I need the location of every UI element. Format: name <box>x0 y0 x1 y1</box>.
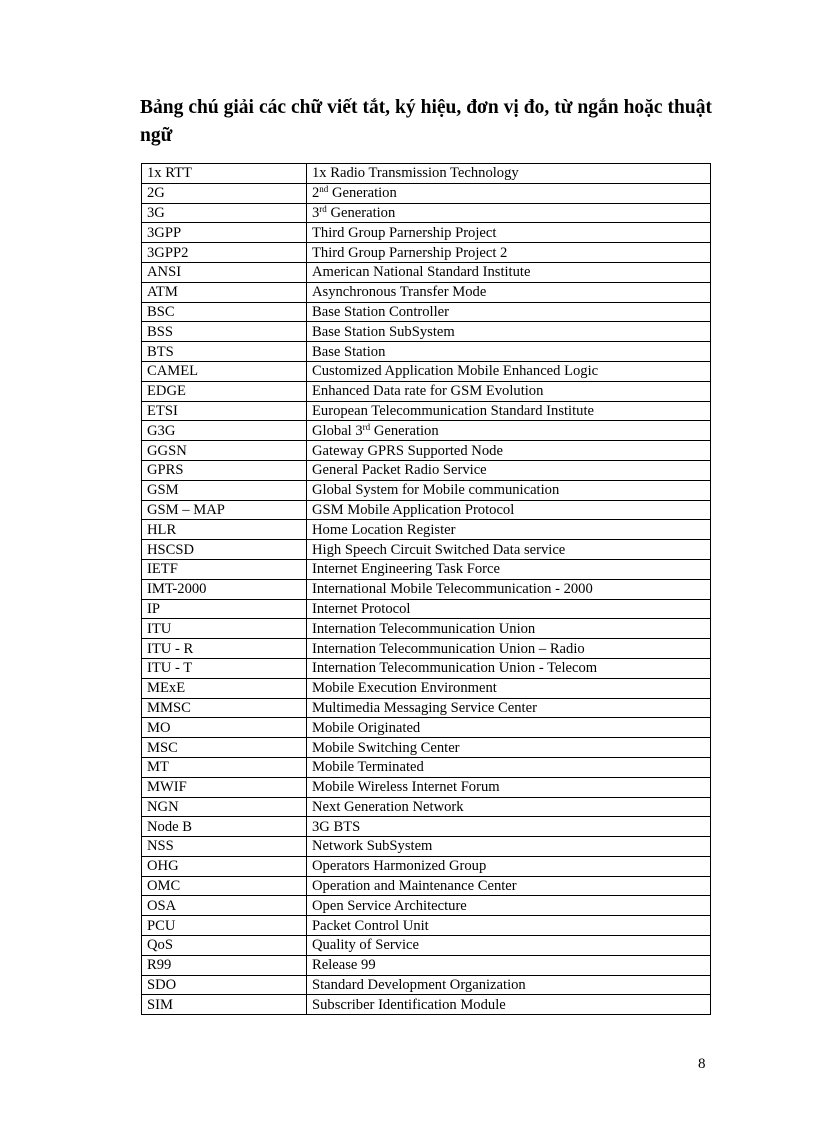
definition-cell: GSM Mobile Application Protocol <box>307 500 711 520</box>
abbreviation-cell: ATM <box>142 282 307 302</box>
definition-cell: Internation Telecommunication Union – Radio <box>307 639 711 659</box>
definition-cell: Asynchronous Transfer Mode <box>307 282 711 302</box>
abbreviation-cell: GSM <box>142 480 307 500</box>
definition-cell: Subscriber Identification Module <box>307 995 711 1015</box>
abbreviation-table-body <box>142 164 711 1015</box>
abbreviation-cell: HLR <box>142 520 307 540</box>
abbreviation-table <box>141 163 711 1015</box>
definition-cell: Base Station Controller <box>307 302 711 322</box>
table-row <box>142 223 711 243</box>
table-row <box>142 183 711 203</box>
table-row <box>142 916 711 936</box>
definition-cell: General Packet Radio Service <box>307 460 711 480</box>
definition-cell <box>307 183 711 203</box>
definition-cell: Mobile Wireless Internet Forum <box>307 777 711 797</box>
definition-text: Generation <box>328 185 397 202</box>
definition-cell: Customized Application Mobile Enhanced Logic <box>307 361 711 381</box>
definition-cell: Gateway GPRS Supported Node <box>307 441 711 461</box>
abbreviation-cell: GPRS <box>142 460 307 480</box>
definition-cell: Home Location Register <box>307 520 711 540</box>
table-row <box>142 777 711 797</box>
page-number: 8 <box>698 1056 706 1072</box>
definition-cell: Global System for Mobile communication <box>307 480 711 500</box>
abbreviation-cell: MWIF <box>142 777 307 797</box>
definition-cell: Mobile Execution Environment <box>307 678 711 698</box>
definition-cell: Network SubSystem <box>307 837 711 857</box>
definition-cell: International Mobile Telecommunication - 2000 <box>307 579 711 599</box>
table-row <box>142 599 711 619</box>
definition-cell: Mobile Originated <box>307 718 711 738</box>
definition-cell: Open Service Architecture <box>307 896 711 916</box>
definition-cell: Enhanced Data rate for GSM Evolution <box>307 381 711 401</box>
table-row <box>142 738 711 758</box>
definition-cell: Release 99 <box>307 955 711 975</box>
definition-text: Generation <box>326 204 396 221</box>
abbreviation-cell: BTS <box>142 342 307 362</box>
abbreviation-cell: SIM <box>142 995 307 1015</box>
abbreviation-cell: Node B <box>142 817 307 837</box>
table-row <box>142 896 711 916</box>
table-row <box>142 837 711 857</box>
definition-cell: Internation Telecommunication Union - Telecom <box>307 658 711 678</box>
definition-cell: High Speech Circuit Switched Data service <box>307 540 711 560</box>
definition-cell: Third Group Parnership Project <box>307 223 711 243</box>
table-row <box>142 995 711 1015</box>
abbreviation-cell: BSS <box>142 322 307 342</box>
table-row <box>142 302 711 322</box>
abbreviation-cell: MO <box>142 718 307 738</box>
ordinal-superscript: rd <box>319 203 327 214</box>
abbreviation-cell: 1x RTT <box>142 164 307 184</box>
definition-cell: Quality of Service <box>307 936 711 956</box>
abbreviation-cell: 3GPP <box>142 223 307 243</box>
table-row <box>142 579 711 599</box>
definition-cell: Base Station <box>307 342 711 362</box>
table-row <box>142 203 711 223</box>
abbreviation-cell: MMSC <box>142 698 307 718</box>
table-row <box>142 441 711 461</box>
definition-text: Global 3 <box>312 422 363 439</box>
definition-cell <box>307 421 711 441</box>
abbreviation-cell: PCU <box>142 916 307 936</box>
table-row <box>142 282 711 302</box>
abbreviation-cell: IETF <box>142 559 307 579</box>
table-row <box>142 262 711 282</box>
definition-cell: European Telecommunication Standard Institute <box>307 401 711 421</box>
abbreviation-cell: IMT-2000 <box>142 579 307 599</box>
definition-cell: Operation and Maintenance Center <box>307 876 711 896</box>
definition-text: Generation <box>370 422 439 439</box>
abbreviation-cell: MExE <box>142 678 307 698</box>
abbreviation-cell: MSC <box>142 738 307 758</box>
definition-cell: Standard Development Organization <box>307 975 711 995</box>
definition-cell: American National Standard Institute <box>307 262 711 282</box>
table-row <box>142 698 711 718</box>
definition-cell: Internet Engineering Task Force <box>307 559 711 579</box>
page-title: Bảng chú giải các chữ viết tắt, ký hiệu, đơn vị đo, từ ngắn hoặc thuật ngữ <box>140 97 712 146</box>
table-row <box>142 540 711 560</box>
definition-cell: Multimedia Messaging Service Center <box>307 698 711 718</box>
abbreviation-cell: HSCSD <box>142 540 307 560</box>
abbreviation-cell: G3G <box>142 421 307 441</box>
abbreviation-cell: NSS <box>142 837 307 857</box>
abbreviation-cell: OHG <box>142 856 307 876</box>
abbreviation-cell: MT <box>142 757 307 777</box>
abbreviation-cell: ETSI <box>142 401 307 421</box>
abbreviation-cell: GGSN <box>142 441 307 461</box>
definition-text: 2 <box>312 185 320 202</box>
definition-cell: Base Station SubSystem <box>307 322 711 342</box>
table-row <box>142 500 711 520</box>
definition-cell: Operators Harmonized Group <box>307 856 711 876</box>
definition-cell: Third Group Parnership Project 2 <box>307 243 711 263</box>
abbreviation-cell: ITU <box>142 619 307 639</box>
table-row <box>142 639 711 659</box>
table-row <box>142 876 711 896</box>
definition-cell: Internation Telecommunication Union <box>307 619 711 639</box>
table-row <box>142 361 711 381</box>
definition-cell: 3G BTS <box>307 817 711 837</box>
table-row <box>142 658 711 678</box>
table-row <box>142 243 711 263</box>
abbreviation-cell: ITU - T <box>142 658 307 678</box>
table-row <box>142 936 711 956</box>
table-row <box>142 164 711 184</box>
table-row <box>142 401 711 421</box>
abbreviation-cell: CAMEL <box>142 361 307 381</box>
definition-cell: Internet Protocol <box>307 599 711 619</box>
abbreviation-cell: NGN <box>142 797 307 817</box>
abbreviation-cell: QoS <box>142 936 307 956</box>
abbreviation-cell: OSA <box>142 896 307 916</box>
abbreviation-cell: R99 <box>142 955 307 975</box>
table-row <box>142 342 711 362</box>
table-row <box>142 520 711 540</box>
abbreviation-cell: 3GPP2 <box>142 243 307 263</box>
table-row <box>142 718 711 738</box>
ordinal-superscript: rd <box>362 421 371 432</box>
abbreviation-cell: 3G <box>142 203 307 223</box>
abbreviation-cell: GSM – MAP <box>142 500 307 520</box>
table-row <box>142 559 711 579</box>
table-row <box>142 480 711 500</box>
table-row <box>142 797 711 817</box>
table-row <box>142 381 711 401</box>
ordinal-superscript: nd <box>319 184 329 195</box>
table-row <box>142 421 711 441</box>
abbreviation-cell: IP <box>142 599 307 619</box>
definition-cell: Mobile Switching Center <box>307 738 711 758</box>
table-row <box>142 619 711 639</box>
definition-cell: 1x Radio Transmission Technology <box>307 164 711 184</box>
table-row <box>142 817 711 837</box>
table-row <box>142 856 711 876</box>
table-row <box>142 678 711 698</box>
table-row <box>142 955 711 975</box>
abbreviation-cell: 2G <box>142 183 307 203</box>
table-row <box>142 975 711 995</box>
definition-cell: Next Generation Network <box>307 797 711 817</box>
abbreviation-cell: EDGE <box>142 381 307 401</box>
abbreviation-cell: BSC <box>142 302 307 322</box>
definition-text: 3 <box>312 204 320 221</box>
abbreviation-cell: OMC <box>142 876 307 896</box>
definition-cell: Mobile Terminated <box>307 757 711 777</box>
table-row <box>142 757 711 777</box>
abbreviation-cell: ITU - R <box>142 639 307 659</box>
table-row <box>142 460 711 480</box>
table-row <box>142 322 711 342</box>
definition-cell <box>307 203 711 223</box>
abbreviation-cell: ANSI <box>142 262 307 282</box>
definition-cell: Packet Control Unit <box>307 916 711 936</box>
abbreviation-cell: SDO <box>142 975 307 995</box>
